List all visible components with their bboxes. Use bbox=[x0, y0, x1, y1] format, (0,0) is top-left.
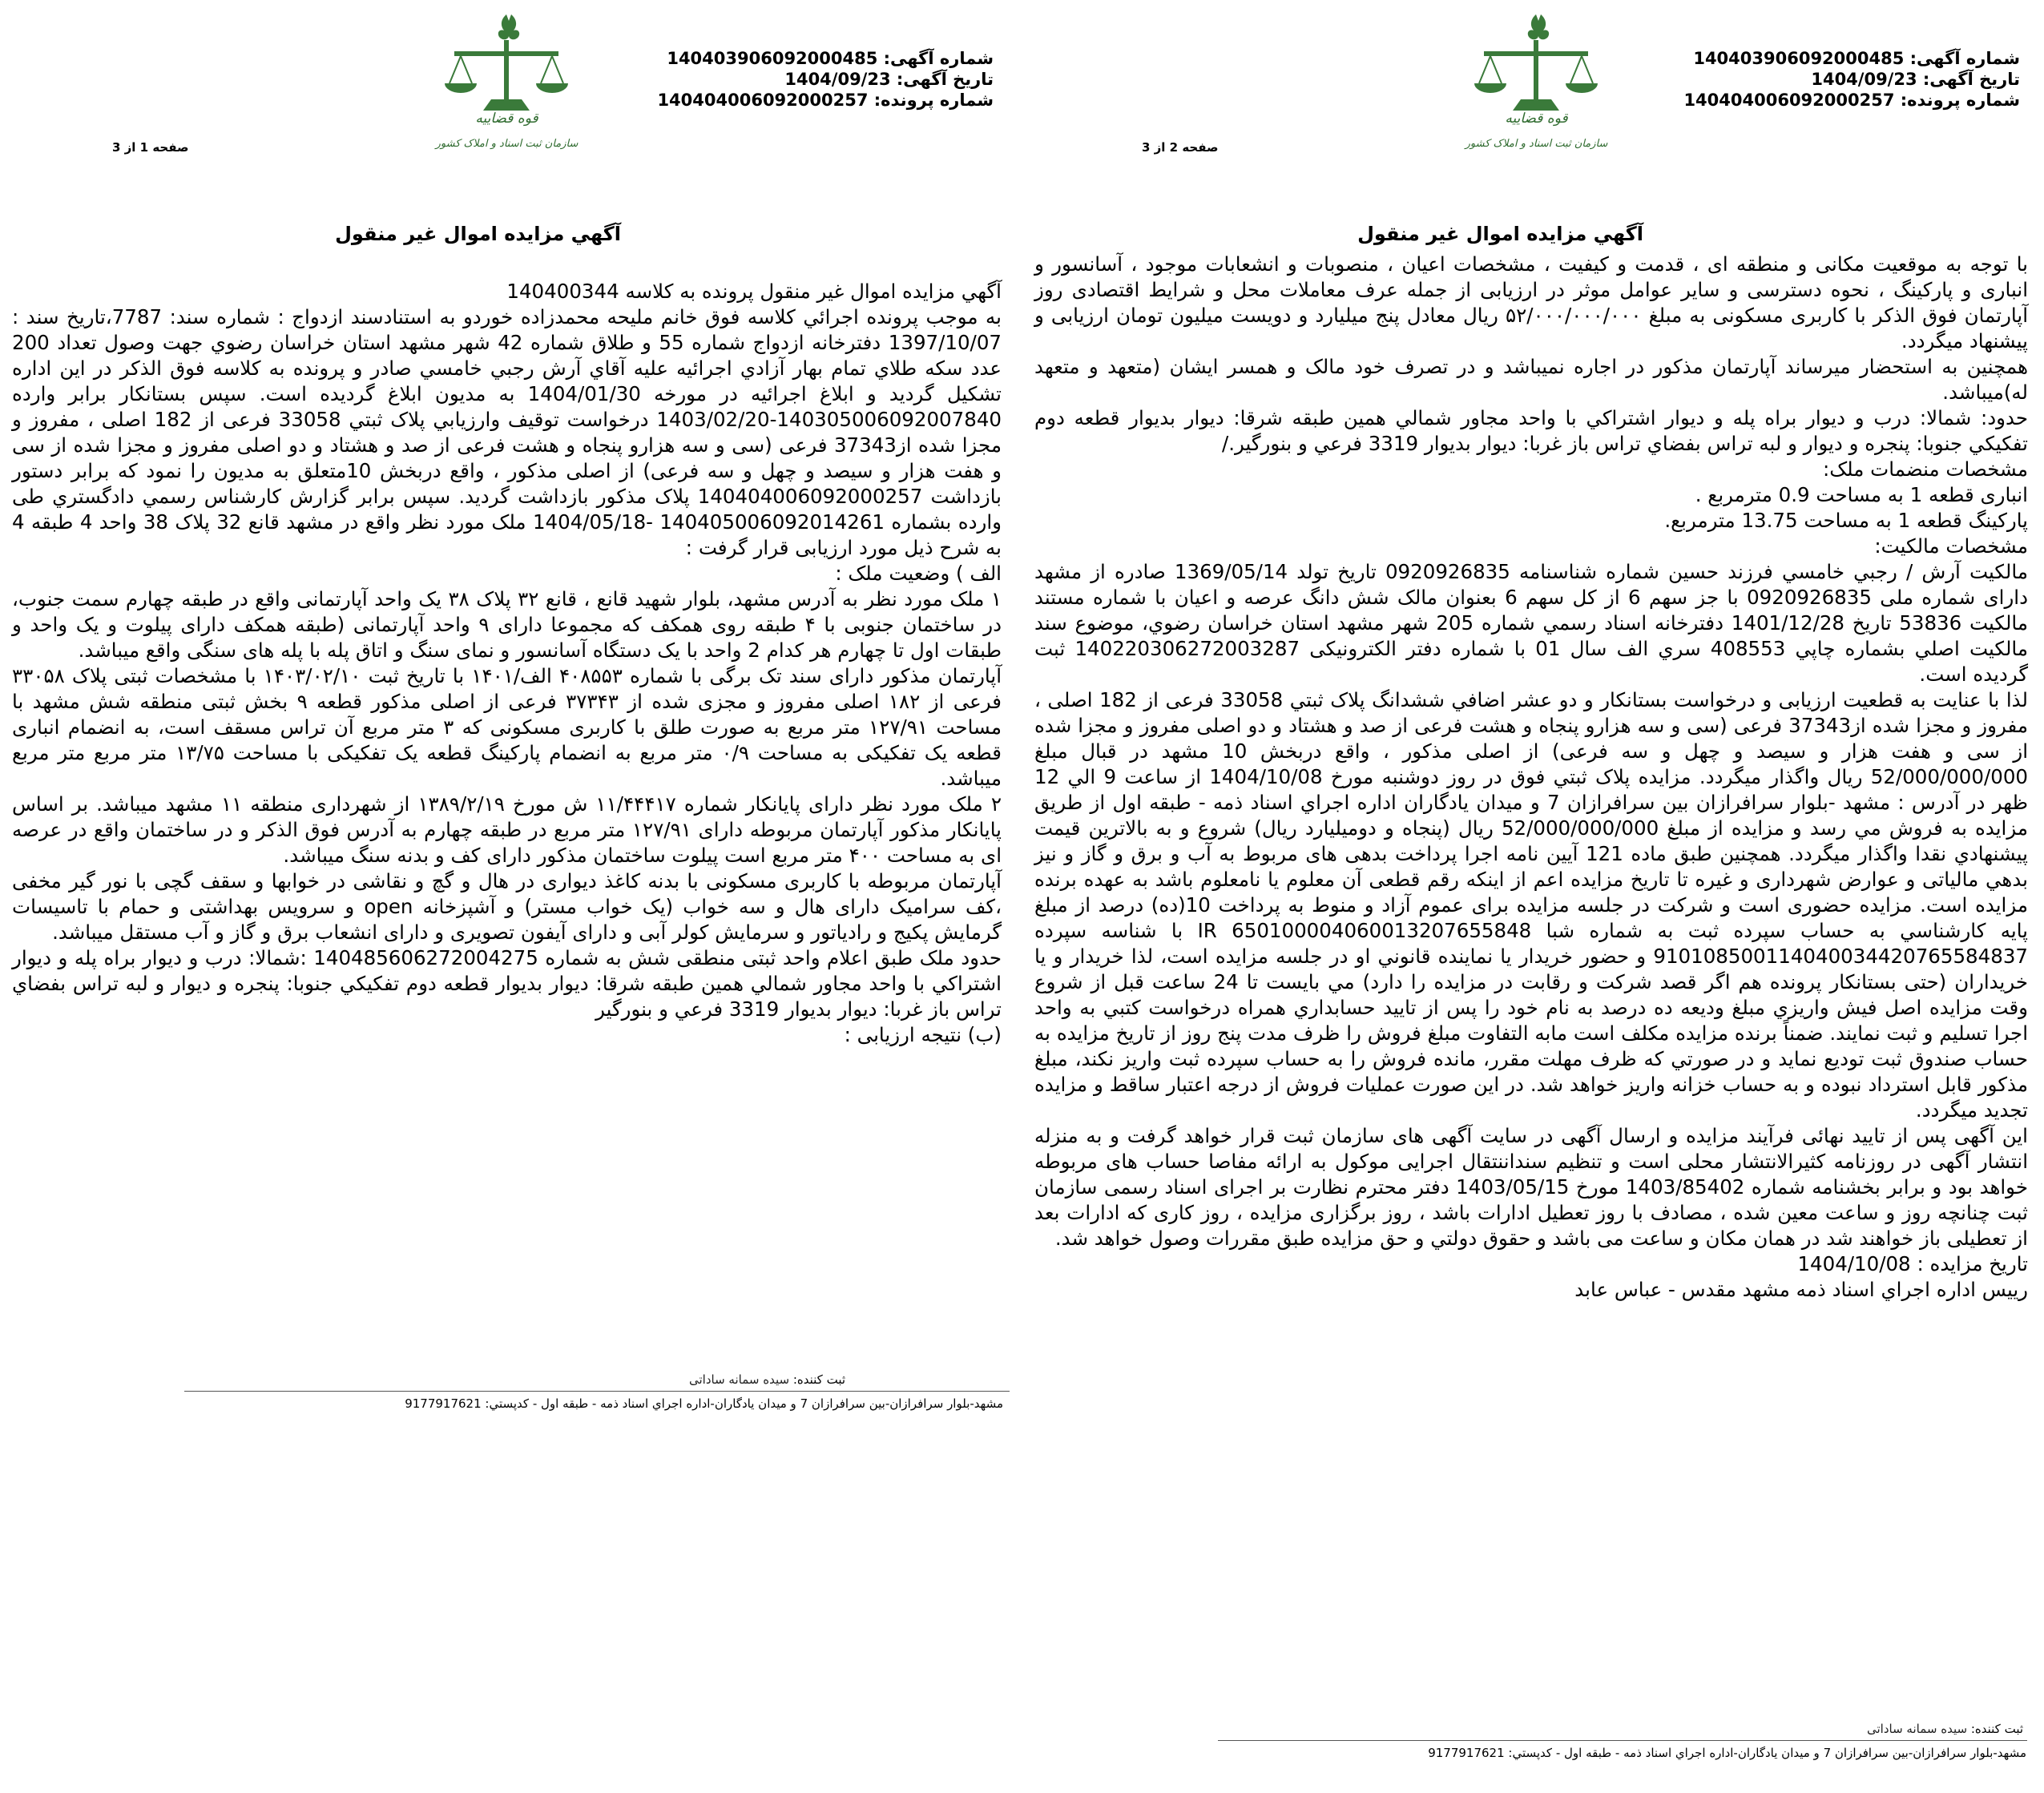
judiciary-emblem bbox=[1466, 10, 1607, 178]
ad-date-label: تاریخ آگهی: bbox=[1922, 70, 2020, 89]
registrar bbox=[1867, 1721, 2023, 1737]
paragraph: مالکيت آرش / رجبي خامسي فرزند حسين شماره شناسنامه 0920926835 تاريخ تولد 1369/05/14 صادره از مشهد دارای شماره ملی 0920926835 با جز سهم 6 از کل سهم 6 بعنوان مالک شش دانگ عرصه و اعيان با شماره مستند مالکيت 53836 تاريخ 1401/12/28 دفترخانه اسناد رسمي شماره 205 شهر مشهد استان خراسان رضوي، موضوع سند مالکيت اصلي بشماره چاپي 408553 سري الف سال 01 با شماره دفتر الکترونيکی 140220306272003287 ثبت گرديده است. bbox=[1034, 560, 2028, 686]
paragraph: ۱ ملک مورد نظر به آدرس مشهد، بلوار شهید قانع ، قانع ۳۲ پلاک ۳۸ یک واحد آپارتمانی واقع در طبقه چهارم سمت جنوب، در ساختمان جنوبی با ۴ طبقه روی همکف که مجموعا دارای ۹ واحد آپارتمانی (طبقه همکف دارای پیلوت و یک واحد و طبقات اول تا چهارم هر کدام 2 واحد با یک دستگاه آسانسور و نمای سنگ و اتاق پله با پله های سنگی واقع میباشد. bbox=[12, 587, 1002, 662]
ad-number-row bbox=[657, 48, 994, 69]
file-number: 140404006092000257 bbox=[657, 91, 869, 110]
paragraph: (ب) نتيجه ارزيابی : bbox=[844, 1023, 1002, 1046]
paragraph: حدود ملک طبق اعلام واحد ثبتی منطقی شش به شماره 140485606272004275 :شمالا: درب و ديوار براه پله و ديوار اشتراکي با واحد مجاور شمالي همين طبقه شرقا: ديوار بديوار قطعه دوم تفکيکي جنوبا: پنجره و ديوار و لبه تراس بفضاي تراس باز غربا: ديوار بديوار 3319 فرعي و بنورگير bbox=[12, 946, 1002, 1021]
page-number: صفحه 2 از 3 bbox=[1142, 140, 1219, 155]
emblem-caption-judiciary: قوه قضاییه bbox=[475, 111, 538, 127]
header-meta bbox=[657, 48, 994, 111]
file-number-label: شماره پرونده: bbox=[873, 91, 994, 110]
footer-divider bbox=[184, 1391, 1010, 1392]
paragraph: همچنین به استحضار میرساند آپارتمان مذکور در اجاره نمیباشد و در تصرف خود مالک و همسر ایشان (متعهد و متعهد له)میباشد. bbox=[1034, 355, 2028, 404]
registrar-label: ثبت کننده: bbox=[792, 1372, 846, 1387]
paragraph: آگهي مزايده اموال غير منقول پرونده به كلاسه 140400344 bbox=[506, 280, 1002, 303]
page-title: آگهي مزايده اموال غير منقول bbox=[335, 223, 621, 245]
ad-date-label: تاریخ آگهی: bbox=[896, 70, 994, 89]
paragraph: آپارتمان مربوطه با کاربری مسکونی با بدنه کاغذ دیواری در هال و گچ و نقاشی در خوابها و سقف گچی با نور گیر مخفی ،کف سرامیک دارای هال و سه خواب (یک خواب مستر) و آشپزخانه open و سرویس بهداشتی و حمام با تاسیسات گرمایش پکیج و رادیاتور و سرمایش کولر آبی و دارای آیفون تصویری و دارای انشعاب برق و گاز و آب مستقل میباشد. bbox=[12, 869, 1002, 944]
ad-number: 140403906092000485 bbox=[667, 49, 878, 68]
paragraph: ۲ ملک مورد نظر دارای پایانکار شماره ۱۱/۴۴۴۱۷ ش مورخ ۱۳۸۹/۲/۱۹ از شهرداری منطقه ۱۱ مشهد میباشد. بر اساس پایانکار مذکور آپارتمان مربوطه دارای ۱۲۷/۹۱ متر مربع در طبقه چهارم به آدرس فوق الذکر و در ساختمان واقع در عرصه ای به مساحت ۴۰۰ متر مربع است پیلوت ساختمان مذکور دارای کف و بدنه سنگ میباشد. bbox=[12, 792, 1002, 867]
scales-of-justice-icon bbox=[437, 10, 577, 178]
paragraph: انباری قطعه 1 به مساحت 0.9 مترمربع . bbox=[1695, 483, 2028, 506]
paragraph: با توجه به موقعیت مکانی و منطقه ای ، قدمت و کیفیت ، مشخصات اعیان ، منصوبات و انشعابات موجود ، آسانسور و انباری و پارکینگ ، نحوه دسترسی و سایر عوامل موثر در ارزیابی از جمله عرف معاملات محل و شرایط اقتصادی روز آپارتمان فوق الذکر با کاربری مسکونی به مبلغ ۵۲/۰۰۰/۰۰۰/۰۰۰ ریال معادل پنج میلیارد و دویست میلیون تومان ارزیابی و پیشنهاد میگردد. bbox=[1034, 252, 2029, 353]
header-meta bbox=[1683, 48, 2020, 111]
emblem-caption-judiciary: قوه قضاییه bbox=[1505, 111, 1568, 127]
file-number-label: شماره پرونده: bbox=[1900, 91, 2020, 110]
paragraph: رييس اداره اجراي اسناد ذمه مشهد مقدس - عباس عابد bbox=[1574, 1278, 2028, 1301]
announcement-body bbox=[1034, 252, 2028, 1303]
paragraph: مشخصات مالکيت: bbox=[1874, 534, 2028, 558]
paragraph: آپارتمان مذکور دارای سند تک برگی با شماره ۴۰۸۵۵۳ الف/۱۴۰۱ با تاریخ ثبت ۱۴۰۳/۰۲/۱۰ با مشخصات ثبتی پلاک ۳۳۰۵۸ فرعی از ۱۸۲ اصلی مفروز و مجزی شده از ۳۷۳۴۳ فرعی از اصلی مذکور قطعه ۹ بخش ثبتی منطقه شش مشهد با مساحت ۱۲۷/۹۱ متر مربع به صورت طلق با کاربری مسکونی که ۳ متر مربع آن تراس مسقف است، به انضمام انباری قطعه یک تفکیکی به مساحت ۰/۹ متر مربع به انضمام پارکینگ قطعه یک تفکیکی با مساحت ۱۳/۷۵ متر مربع متر مربع میباشد. bbox=[12, 664, 1002, 790]
file-number-row bbox=[1683, 90, 2020, 111]
judiciary-emblem bbox=[437, 10, 577, 178]
registrar-label: ثبت کننده: bbox=[1970, 1722, 2024, 1736]
registrar-name: سیده سمانه ساداتی bbox=[689, 1372, 790, 1387]
announcement-body bbox=[12, 279, 1002, 1048]
ad-date-row bbox=[1683, 69, 2020, 90]
announcement-page-2 bbox=[1018, 0, 2044, 1793]
announcement-page-1 bbox=[0, 0, 1018, 1793]
paragraph: تاريخ مزايده : 1404/10/08 bbox=[1797, 1252, 2028, 1275]
paragraph: پارکينگ قطعه 1 به مساحت 13.75 مترمربع. bbox=[1664, 509, 2028, 532]
emblem-caption-registry: سازمان ثبت اسناد و املاک کشور bbox=[435, 138, 579, 150]
page-title: آگهي مزايده اموال غير منقول bbox=[1357, 223, 1643, 245]
ad-number-row bbox=[1683, 48, 2020, 69]
ad-number-label: شماره آگهی: bbox=[883, 49, 994, 68]
paragraph: اين آگهی پس از تاييد نهائی فرآيند مزايده و ارسال آگهی در سايت آگهی های سازمان ثبت قرار خواهد گرفت و به منزله انتشار آگهی در روزنامه كثيرالانتشار محلی است و تنظيم سنداننتقال اجرايی موکول به ارائه مفاصا حساب های مربوطه خواهد بود و برابر بخشنامه شماره 1403/85402 مورخ 1403/05/15 دفتر محترم نظارت بر اجرای اسناد رسمی سازمان ثبت چنانچه روز و ساعت معين شده ، مصادف با روز تعطيل ادارات باشد ، روز برگزاری مزايده ، روز كاری كه ادارات بعد از تعطيلی باز خواهند شد در همان مكان و ساعت می باشد و حقوق دولتي و حق مزايده طبق مقررات وصول خواهد شد. bbox=[1034, 1124, 2028, 1250]
footer-divider bbox=[1218, 1740, 2027, 1741]
file-number-row bbox=[657, 90, 994, 111]
ad-number-label: شماره آگهی: bbox=[1909, 49, 2020, 68]
footer-address: مشهد-بلوار سرافرازان-بين سرافرازان 7 و ميدان يادگاران-اداره اجراي اسناد ذمه - طبقه اول - کدپستي: 9177917621 bbox=[1428, 1746, 2026, 1760]
registrar bbox=[689, 1372, 845, 1388]
paragraph: به موجب پرونده اجرائي كلاسه فوق خانم مليحه محمدزاده خوردو به استنادسند ازدواج : شماره سند: 7787،تاريخ سند : 1397/10/07 دفترخانه ازدواج شماره 55 و طلاق شماره 42 شهر مشهد استان خراسان رضوي جهت وصول تعداد 200 عدد سكه طلاي تمام بهار آزادي اجرائيه عليه آقاي آرش رجبي خامسي صادر و پرونده به كلاسه فوق الذكر در اين اداره تشكيل گرديد و ابلاغ اجرائيه در مورخه 1404/01/30 به مديون ابلاغ گرديده است. سپس بستانكار برابر وارده 140305006092007840-1403/02/20 درخواست توقيف وارزيابي پلاک ثبتي 33058 فرعی از 182 اصلی ، مفروز و مجزا شده از37343 فرعی (سی و سه هزارو پنجاه و هشت فرعی از صد و هشتاد و دو اصلی مفروز و مجزا شده از سی و هفت هزار و سیصد و چهل و سه فرعی) از اصلی مذکور ، واقع دربخش 10متعلق به مديون را نمود كه برابر دستور بازداشت 140404006092000257 پلاک مذكور بازداشت گرديد. سپس برابر گزارش كارشناس رسمي دادگستري طی وارده بشماره 140405006092014261 -1404/05/18 ملک مورد نظر واقع در مشهد قانع 32 پلاک 38 واحد 4 طبقه 4 به شرح ذيل مورد ارزيابی قرار گرفت : bbox=[12, 305, 1002, 559]
ad-number: 140403906092000485 bbox=[1693, 49, 1905, 68]
paragraph: لذا با عنايت به قطعيت ارزيابی و درخواست بستانكار و دو عشر اضافي ششدانگ پلاک ثبتي 33058 فرعی از 182 اصلی ، مفروز و مجزا شده از37343 فرعی (سی و سه هزارو پنجاه و هشت فرعی از صد و هشتاد و دو اصلی مفروز و مجزا شده از سی و هفت هزار و سیصد و چهل و سه فرعی) از اصلی مذکور ، واقع دربخش 10 مشهد در قبال مبلغ 52/000/000/000 ريال واگذار ميگردد. مزايده پلاک ثبتي فوق در روز دوشنبه مورخ 1404/10/08 از ساعت 9 الي 12 ظهر در آدرس : مشهد -بلوار سرافرازان بين سرافرازان 7 و ميدان يادگاران اداره اجراي اسناد ذمه - طبقه اول از طريق مزايده به فروش مي رسد و مزايده از مبلغ 52/000/000/000 ريال (پنجاه و دوميليارد ريال) شروع و به بالاترين قيمت پيشنهادي نقدا واگذار ميگردد. همچنين طبق ماده 121 آيين نامه اجرا پرداخت بدهی های مربوط به آب و برق و گاز و نيز بدهي مالياتی و عوارض شهرداری و غيره تا تاريخ مزايده اعم از اينكه رقم قطعی آن معلوم يا نامعلوم باشد به عهده برنده مزايده است. مزايده حضوری است و شرکت در جلسه مزايده برای عموم آزاد و منوط به پرداخت 10(ده) درصد از مبلغ پايه کارشناسي به حساب سپرده ثبت به شماره شبا IR 650100004060013207655848 با شناسه سپرده 910108500114040034420765584837 و حضور خريدار يا نماينده قانوني او در جلسه مزايده است، لذا خريدار و يا خريداران (حتی بستانكار پرونده هم اگر قصد شركت و رقابت در مزايده را دارد) مي بايست تا 24 ساعت قبل از شروع وقت مزايده اصل فيش واريزي مبلغ وديعه ده درصد به نام خود را پس از تاييد حسابداري همراه درخواست كتبي به واحد اجرا تسليم و ثبت نمايند. ضمناً برنده مزايده مكلف است مابه التفاوت مبلغ فروش را ظرف مدت پنج روز از تاريخ مزايده به حساب صندوق ثبت توديع نمايد و در صورتي كه ظرف مهلت مقرر، مانده فروش را به حساب سپرده ثبت واريز نكند، مبلغ مذكور قابل استرداد نبوده و به حساب خزانه واريز خواهد شد. در اين صورت عمليات فروش از درجه اعتبار ساقط و مزايده تجديد ميگردد. bbox=[1034, 688, 2029, 1122]
footer-address: مشهد-بلوار سرافرازان-بين سرافرازان 7 و ميدان يادگاران-اداره اجراي اسناد ذمه - طبقه اول - کدپستي: 9177917621 bbox=[405, 1396, 1003, 1411]
ad-date-row bbox=[657, 69, 994, 90]
ad-date: 1404/09/23 bbox=[1811, 70, 1917, 89]
registrar-name: سیده سمانه ساداتی bbox=[1867, 1722, 1968, 1736]
file-number: 140404006092000257 bbox=[1683, 91, 1895, 110]
paragraph: الف ) وضعيت ملک : bbox=[835, 562, 1002, 585]
scales-of-justice-icon bbox=[1466, 10, 1607, 178]
page-number: صفحه 1 از 3 bbox=[112, 140, 189, 155]
ad-date: 1404/09/23 bbox=[784, 70, 891, 89]
paragraph: مشخصات منضمات ملک: bbox=[1822, 457, 2028, 481]
emblem-caption-registry: سازمان ثبت اسناد و املاک کشور bbox=[1465, 138, 1608, 150]
paragraph: حدود: شمالا: درب و ديوار براه پله و ديوار اشتراکي با واحد مجاور شمالي همين طبقه شرقا: ديوار بديوار قطعه دوم تفکيکي جنوبا: پنجره و ديوار و لبه تراس بفضاي تراس باز غربا: ديوار بديوار 3319 فرعي و بنورگير./ bbox=[1034, 406, 2028, 455]
